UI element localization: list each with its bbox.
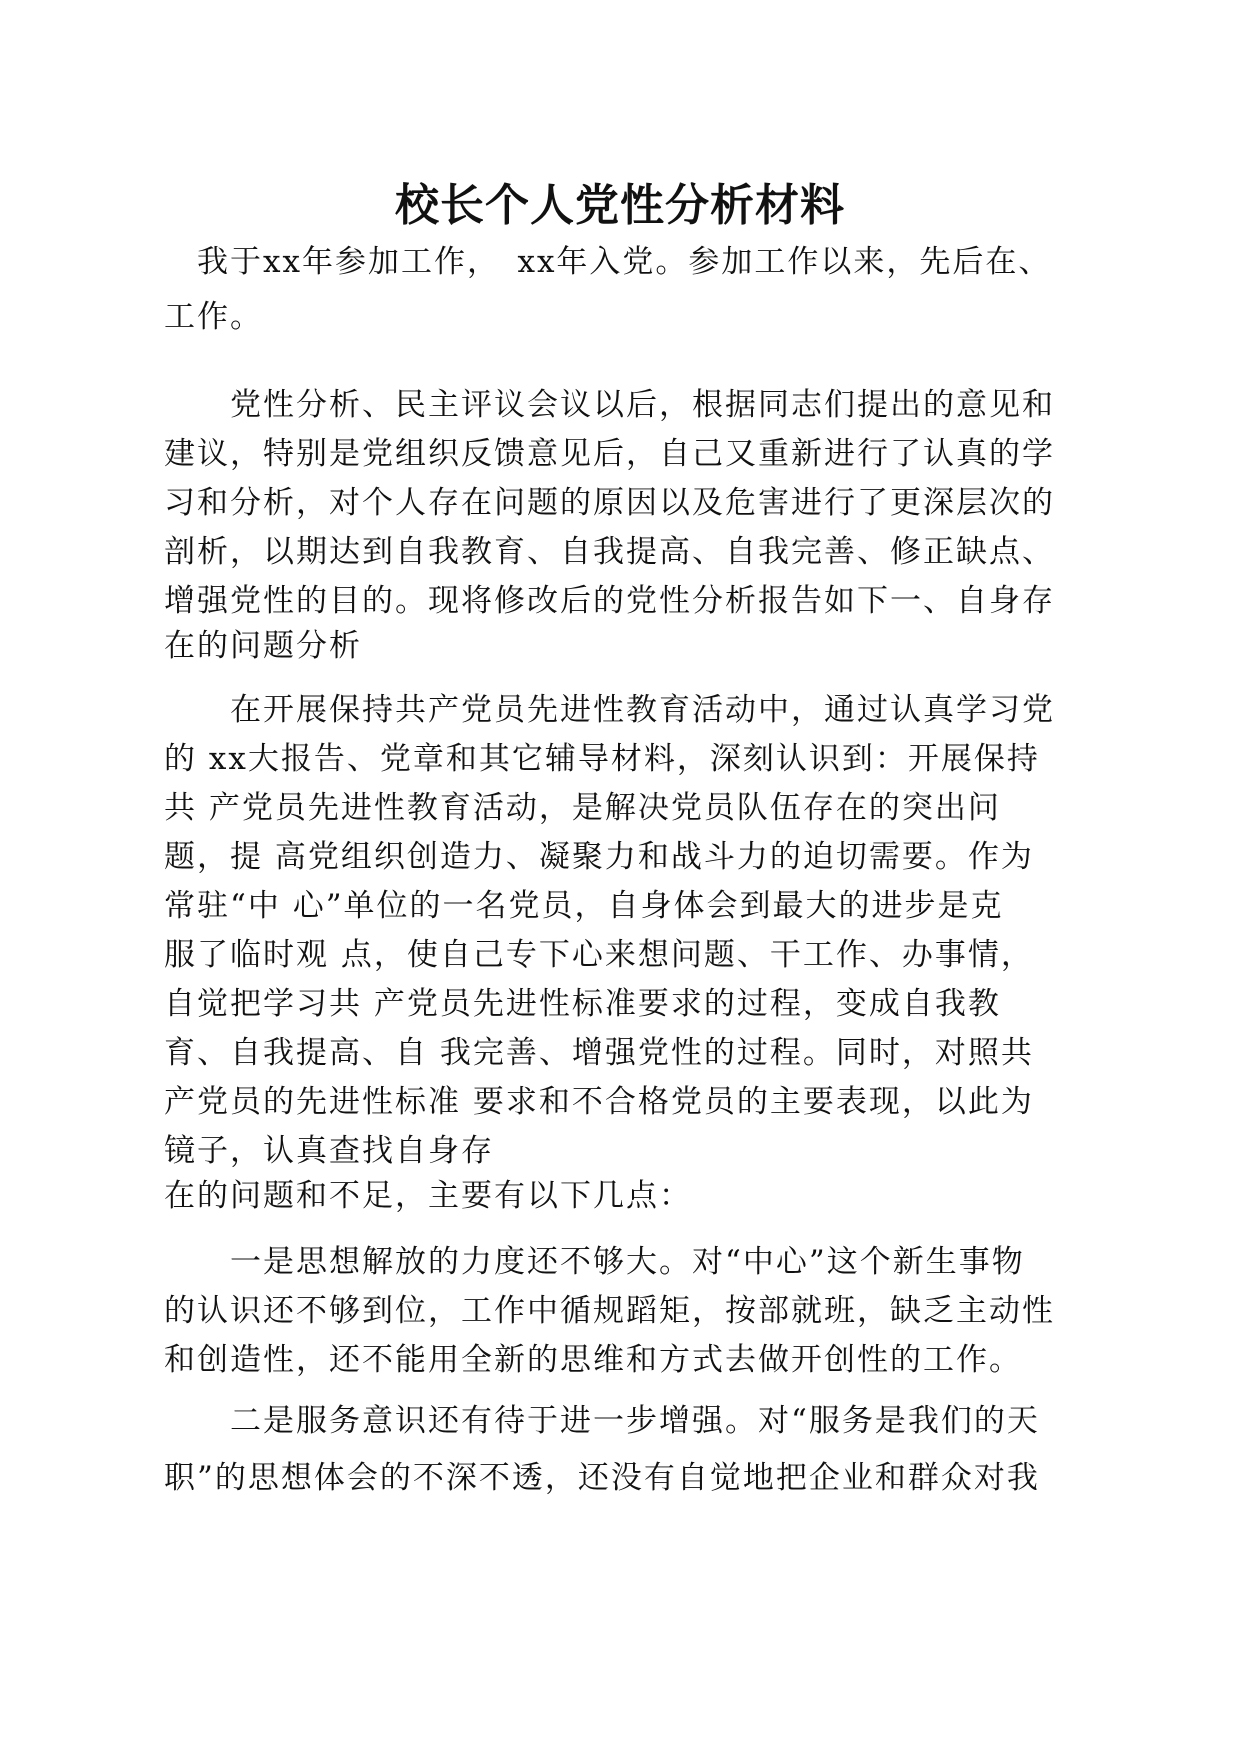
body-line: 工作。 <box>164 299 263 335</box>
body-line: 共 产党员先进性教育活动，是解决党员队伍存在的突出问 <box>164 790 1001 826</box>
body-line: 的 xx大报告、党章和其它辅导材料，深刻认识到：开展保持 <box>164 741 1040 777</box>
body-line: 一是思想解放的力度还不够大。对“中心”这个新生事物 <box>164 1244 1025 1280</box>
body-line: 党性分析、民主评议会议以后，根据同志们提出的意见和 <box>164 387 1055 423</box>
body-line: 习和分析，对个人存在问题的原因以及危害进行了更深层次的 <box>164 485 1055 521</box>
body-line: 自觉把学习共 产党员先进性标准要求的过程，变成自我教 <box>164 986 1001 1022</box>
body-line: 服了临时观 点，使自己专下心来想问题、干工作、办事情， <box>164 937 1034 973</box>
body-line: 题，提 高党组织创造力、凝聚力和战斗力的迫切需要。作为 <box>164 839 1034 875</box>
body-line: 产党员的先进性标准 要求和不合格党员的主要表现，以此为 <box>164 1084 1034 1120</box>
body-line: 职”的思想体会的不深不透，还没有自觉地把企业和群众对我 <box>164 1460 1040 1496</box>
body-line: 增强党性的目的。现将修改后的党性分析报告如下一、自身存 <box>164 583 1055 619</box>
body-line: 我于xx年参加工作， xx年入党。参加工作以来，先后在、 <box>164 244 1052 280</box>
body-line: 镜子，认真查找自身存 <box>164 1133 494 1169</box>
body-line: 和创造性，还不能用全新的思维和方式去做开创性的工作。 <box>164 1342 1022 1378</box>
document-title: 校长个人党性分析材料 <box>395 180 845 231</box>
body-line: 的认识还不够到位，工作中循规蹈矩，按部就班，缺乏主动性 <box>164 1293 1055 1329</box>
body-line: 建议，特别是党组织反馈意见后，自己又重新进行了认真的学 <box>164 436 1055 472</box>
body-line: 二是服务意识还有待于进一步增强。对“服务是我们的天 <box>164 1403 1040 1439</box>
body-line: 常驻“中 心”单位的一名党员，自身体会到最大的进步是克 <box>164 888 1004 924</box>
body-line: 育、自我提高、自 我完善、增强党性的过程。同时，对照共 <box>164 1035 1034 1071</box>
body-line: 在的问题和不足，主要有以下几点： <box>164 1178 692 1214</box>
body-line: 剖析，以期达到自我教育、自我提高、自我完善、修正缺点、 <box>164 534 1055 570</box>
body-line: 在的问题分析 <box>164 628 362 664</box>
body-line: 在开展保持共产党员先进性教育活动中，通过认真学习党 <box>164 692 1055 728</box>
